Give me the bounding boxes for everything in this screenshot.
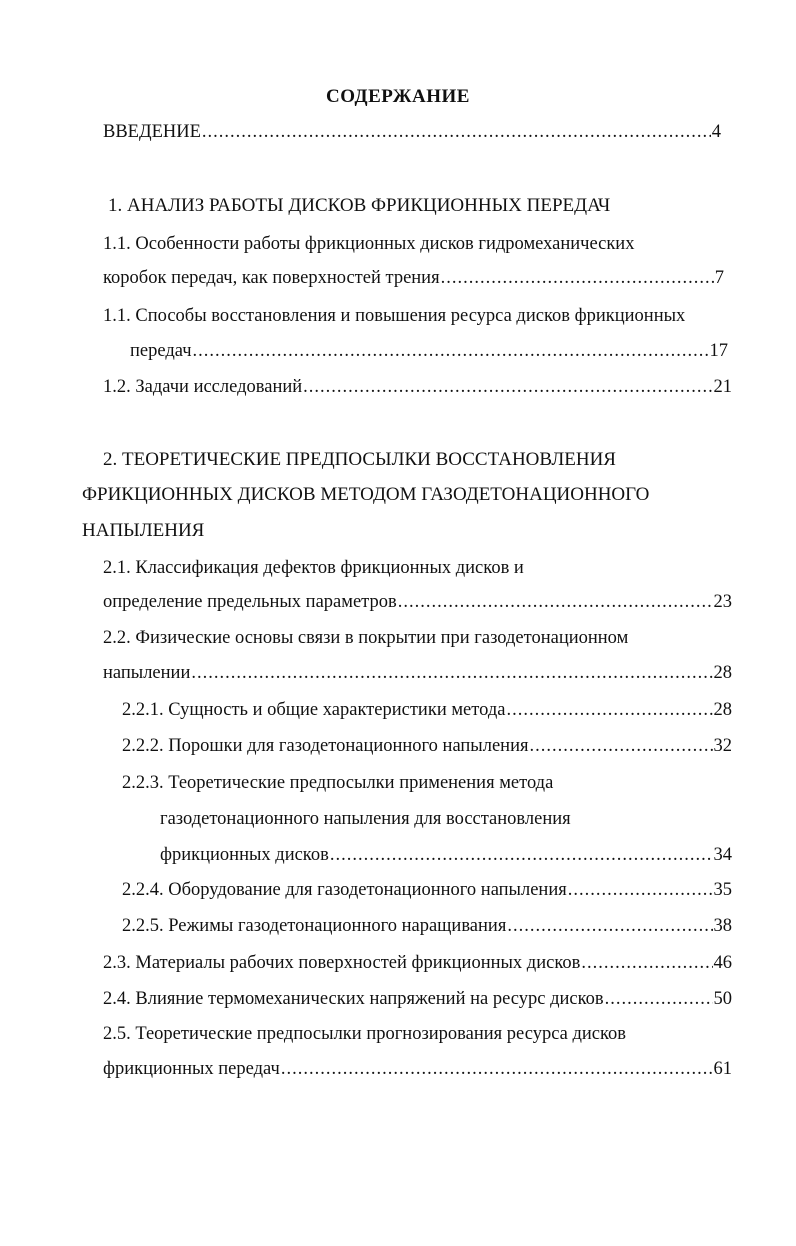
toc-leader — [568, 878, 713, 902]
toc-entry-2-2-3-line2: газодетонационного напыления для восстановления — [160, 809, 571, 829]
toc-page-number: 34 — [713, 845, 732, 865]
toc-page-number: 4 — [711, 122, 721, 142]
toc-leader — [605, 987, 713, 1011]
chapter-1-heading: 1. АНАЛИЗ РАБОТЫ ДИСКОВ ФРИКЦИОННЫХ ПЕРЕДАЧ — [108, 195, 611, 216]
toc-entry-text: коробок передач, как поверхностей трения — [103, 268, 440, 288]
toc-leader — [193, 339, 709, 363]
toc-entry-2-5-line1: 2.5. Теоретические предпосылки прогнозирования ресурса дисков — [103, 1024, 627, 1044]
toc-leader — [530, 734, 713, 758]
toc-entry-text: 2.2.4. Оборудование для газодетонационного напыления — [122, 880, 567, 900]
toc-entry-text: фрикционных передач — [103, 1059, 280, 1079]
toc-entry-2-4 — [103, 987, 732, 1011]
toc-leader — [441, 266, 714, 290]
toc-page-number: 61 — [713, 1059, 732, 1079]
toc-page-number: 28 — [713, 700, 732, 720]
toc-entry-text: 2.3. Материалы рабочих поверхностей фрикционных дисков — [103, 953, 581, 973]
toc-entry-2-2-5 — [122, 914, 732, 938]
toc-page-number: 28 — [713, 663, 732, 683]
toc-page-number: 23 — [713, 592, 732, 612]
toc-entry-text: 2.4. Влияние термомеханических напряжений на ресурс дисков — [103, 989, 604, 1009]
toc-leader — [281, 1057, 713, 1081]
toc-entry-text: ВВЕДЕНИЕ — [103, 122, 201, 142]
toc-leader — [202, 120, 711, 144]
toc-entry-2-2-line1: 2.2. Физические основы связи в покрытии при газодетонационном — [103, 628, 629, 648]
toc-entry-text: напылении — [103, 663, 191, 683]
toc-page-number: 32 — [713, 736, 732, 756]
chapter-2-heading-line3: НАПЫЛЕНИЯ — [82, 520, 205, 541]
toc-entry-text: 2.2.5. Режимы газодетонационного наращивания — [122, 916, 507, 936]
toc-leader — [191, 661, 712, 685]
toc-entry-text: определение предельных параметров — [103, 592, 397, 612]
toc-page-number: 17 — [709, 341, 728, 361]
toc-entry-2-2-3-line1: 2.2.3. Теоретические предпосылки применения метода — [122, 773, 554, 793]
chapter-2-heading-line2: ФРИКЦИОННЫХ ДИСКОВ МЕТОДОМ ГАЗОДЕТОНАЦИОННОГО — [82, 484, 650, 505]
page-title: СОДЕРЖАНИЕ — [326, 86, 470, 107]
toc-entry-1-1 — [103, 266, 724, 290]
toc-entry-1-1b — [130, 339, 728, 363]
toc-leader — [398, 590, 713, 614]
toc-entry-1-1-line1: 1.1. Особенности работы фрикционных дисков гидромеханических — [103, 234, 635, 254]
toc-leader — [581, 951, 712, 975]
toc-entry-text: 2.2.2. Порошки для газодетонационного напыления — [122, 736, 529, 756]
toc-page-number: 7 — [714, 268, 724, 288]
toc-entry-1-1b-line1: 1.1. Способы восстановления и повышения ресурса дисков фрикционных — [103, 306, 686, 326]
toc-entry-2-2-1 — [122, 698, 732, 722]
toc-page-number: 35 — [713, 880, 732, 900]
toc-entry-2-1 — [103, 590, 732, 614]
toc-entry-text: 1.2. Задачи исследований — [103, 377, 303, 397]
toc-entry-2-1-line1: 2.1. Классификация дефектов фрикционных дисков и — [103, 558, 524, 578]
toc-page-number: 46 — [713, 953, 732, 973]
toc-page-number: 38 — [713, 916, 732, 936]
toc-entry-2-5 — [103, 1057, 732, 1081]
toc-entry-2-2-2 — [122, 734, 732, 758]
chapter-2-heading-line1: 2. ТЕОРЕТИЧЕСКИЕ ПРЕДПОСЫЛКИ ВОССТАНОВЛЕНИЯ — [103, 449, 616, 470]
toc-page-number: 50 — [713, 989, 732, 1009]
toc-entry-2-2-4 — [122, 878, 732, 902]
toc-entry-2-2 — [103, 661, 732, 685]
toc-entry-text: 2.2.1. Сущность и общие характеристики метода — [122, 700, 506, 720]
toc-leader — [507, 914, 712, 938]
toc-entry-intro — [103, 120, 721, 144]
toc-leader — [506, 698, 712, 722]
toc-entry-1-2 — [103, 375, 732, 399]
toc-entry-text: передач — [130, 341, 192, 361]
toc-page-number: 21 — [713, 377, 732, 397]
toc-leader — [330, 843, 713, 867]
toc-entry-text: фрикционных дисков — [160, 845, 329, 865]
toc-entry-2-3 — [103, 951, 732, 975]
toc-entry-2-2-3 — [160, 843, 732, 867]
toc-leader — [303, 375, 712, 399]
